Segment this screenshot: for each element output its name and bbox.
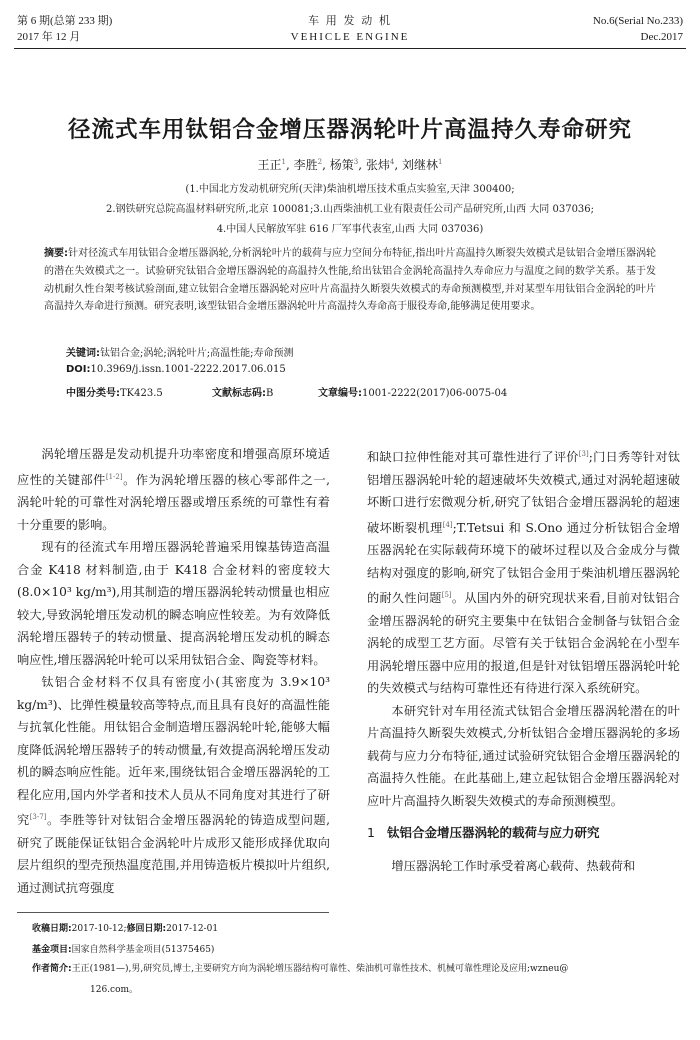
keywords-text: 钛铝合金;涡轮;涡轮叶片;高温性能;寿命预测 — [100, 348, 294, 359]
body-paragraph: 本研究针对车用径流式钛铝合金增压器涡轮潜在的叶片高温持久断裂失效模式,分析钛铝合金增压器涡轮的多场载荷与应力分布特征,通过试验研究钛铝合金增压器涡轮的高温持久性能。在此基础上,建立起钛铝合金增压器涡轮对应叶片高温持久断裂失效模式的寿命预测模型。 — [367, 703, 680, 808]
body-paragraph: 钛铝合金材料不仅具有密度小(其密度为 3.9×10³ kg/m³)、比弹性模量较高等特点,而且具有良好的高温性能与抗氧化性能。用钛铝合金制造增压器涡轮叶轮,能够大幅度降低涡轮增压器转子的转动惯量,有效提高涡轮增压发动机的瞬态响应性能。近年来,围绕钛铝合金增压器涡轮的工程化应用,国内外学者和技术人员从不同角度对其进行了研究[3-7]。李胜等针对钛铝合金增压器涡轮的铸造成型问题,研究了既能保证钛铝合金涡轮叶片成形又能形成择优取向层片组织的型壳预热温度范围,并用铸造板片模拟叶片组织,通过测试抗弯强度 — [17, 675, 331, 895]
author-name: 刘继林 — [402, 158, 439, 172]
affiliation-mark: 1 — [281, 158, 286, 166]
body-paragraph: 和缺口拉伸性能对其可靠性进行了评价[3];门日秀等针对钛铝增压器涡轮叶轮的超速破坏失效模式,通过对涡轮超速破坏断口进行宏微观分析,研究了钛铝合金增压器涡轮的超速破坏断裂机理[4];T.Tetsui 和 S.Ono 通过分析钛铝合金增压器涡轮在实际载荷环境下的破坏过程以及合金成分与微结构对强度的影响,研究了钛铝合金用于柴油机增压器涡轮的耐久性问题[5]。从国内外的研究现状来看,目前对钛铝合金增压器涡轮的研究主要集中在钛铝合金制备与钛铝合金涡轮的成型工艺方面。尽管有关于钛铝合金涡轮在小型车用涡轮增压器中应用的报道,但是针对钛铝增压器涡轮叶轮的失效模式与结构可靠性还有待进行深入系统研究。 — [367, 450, 681, 696]
abstract — [44, 245, 656, 316]
author-name: 张炜 — [365, 158, 390, 172]
citation: [1-2] — [105, 472, 123, 481]
doi-label: DOI: — [66, 364, 91, 375]
body-paragraph: 涡轮增压器是发动机提升功率密度和增强高原环境适应性的关键部件[1-2]。作为涡轮增压器的核心零部件之一,涡轮叶轮的可靠性对涡轮增压器或增压系统的可靠性有着十分重要的影响。 — [17, 447, 331, 532]
doi-text: 10.3969/j.issn.1001-2222.2017.06.015 — [90, 364, 286, 375]
section-title: 钛铝合金增压器涡轮的载荷与应力研究 — [386, 825, 600, 841]
keywords — [66, 344, 293, 359]
author-name: 杨策 — [329, 158, 354, 172]
author-name: 李胜 — [293, 158, 318, 172]
author-list: 王正$^1$, 李胜$^2$, 杨策$^3$, 张炜$^4$, 刘继林$^1$ — [257, 158, 443, 172]
body-column-left — [17, 443, 330, 899]
header-divider — [14, 48, 686, 49]
journal-name-cn: 车 用 发 动 机 — [308, 15, 392, 27]
section-number: 1 — [367, 825, 375, 841]
affiliation-line: 2.钢铁研究总院高温材料研究所,北京 100081;3.山西柴油机工业有限责任公司产品研究所,山西 大同 037036; — [105, 204, 595, 215]
author-name: 王正 — [257, 158, 282, 172]
body-paragraph: 增压器涡轮工作时承受着离心载荷、热载荷和 — [391, 858, 636, 873]
section-heading — [367, 822, 680, 845]
body-column-right — [367, 443, 680, 877]
citation: [4] — [442, 520, 453, 529]
running-header-right — [593, 13, 683, 45]
citation: [3] — [578, 450, 589, 458]
footnote-dates: 收稿日期:2017-10-12;修回日期:2017-12-01 — [32, 924, 219, 934]
affiliation-mark: 4 — [389, 158, 395, 166]
affiliation-mark: 3 — [353, 158, 359, 166]
issue-number-left: 第 6 期(总第 233 期) — [17, 15, 113, 27]
clc-number: 中图分类号:TK423.5 — [66, 388, 163, 399]
abstract-text: 针对径流式车用钛铝合金增压器涡轮,分析涡轮叶片的载荷与应力空间分布特征,指出叶片高温持久断裂失效模式是钛铝合金增压器涡轮的潜在失效模式之一。试验研究钛铝合金增压器涡轮的高温持久性能,给出钛铝合金涡轮高温持久寿命应力与温度之间的数学关系。基于发动机耐久性台架考核试验剖面,建立钛铝合金增压器涡轮对应叶片高温持久断裂失效模式的寿命预测模型,并对某型车用钛铝合金涡轮的叶片高温持久寿命进行预测。研究表明,该型钛铝合金增压器涡轮叶片高温持久寿命高于服役寿命,能够满足使用要求。 — [44, 248, 657, 313]
document-code: 文献标志码:B — [212, 388, 274, 399]
citation: [3-7] — [29, 813, 47, 822]
abstract-label: 摘要: — [44, 248, 69, 259]
affiliation-line: 4.中国人民解放军驻 616 厂军事代表室,山西 大同 037036) — [216, 224, 484, 235]
footnote-divider — [17, 912, 329, 913]
affiliation-mark: 2 — [317, 158, 323, 166]
journal-name-en: VEHICLE ENGINE — [290, 31, 410, 43]
keywords-label: 关键词: — [66, 348, 100, 359]
footnote-fund: 基金项目:国家自然科学基金项目(51375465) — [32, 945, 215, 955]
doi — [66, 364, 286, 375]
body-paragraph: 现有的径流式车用增压器涡轮普遍采用镍基铸造高温合金 K418 材料制造,由于 K418 合金材料的密度较大(8.0×10³ kg/m³),用其制造的增压器涡轮转动惯量也相应较大,导致涡轮增压发动机的瞬态响应性较差。为有效降低涡轮增压器转子的转动惯量、提高涡轮增压发动机的瞬态响应性,增压器涡轮叶轮可以采用钛铝合金、陶瓷等材料。 — [17, 540, 330, 667]
issue-date-left: 2017 年 12 月 — [17, 31, 81, 43]
issue-date-right: Dec.2017 — [640, 31, 683, 43]
footnote-author-bio: 作者简介:王正(1981—),男,研究员,博士,主要研究方向为涡轮增压器结构可靠性、柴油机可靠性技术、机械可靠性理论及应用;wzneu@ 126.com。 — [32, 962, 684, 998]
affiliation-mark: 1 — [438, 158, 443, 166]
citation: [5] — [441, 591, 452, 600]
affiliation-line: (1.中国北方发动机研究所(天津)柴油机增压技术重点实验室,天津 300400; — [185, 184, 515, 195]
paper-title: 径流式车用钛铝合金增压器涡轮叶片高温持久寿命研究 — [67, 117, 632, 143]
issue-number-right: No.6(Serial No.233) — [592, 15, 683, 27]
author-email-tail: 126.com。 — [90, 985, 139, 995]
article-number: 文章编号:1001-2222(2017)06-0075-04 — [318, 388, 508, 399]
